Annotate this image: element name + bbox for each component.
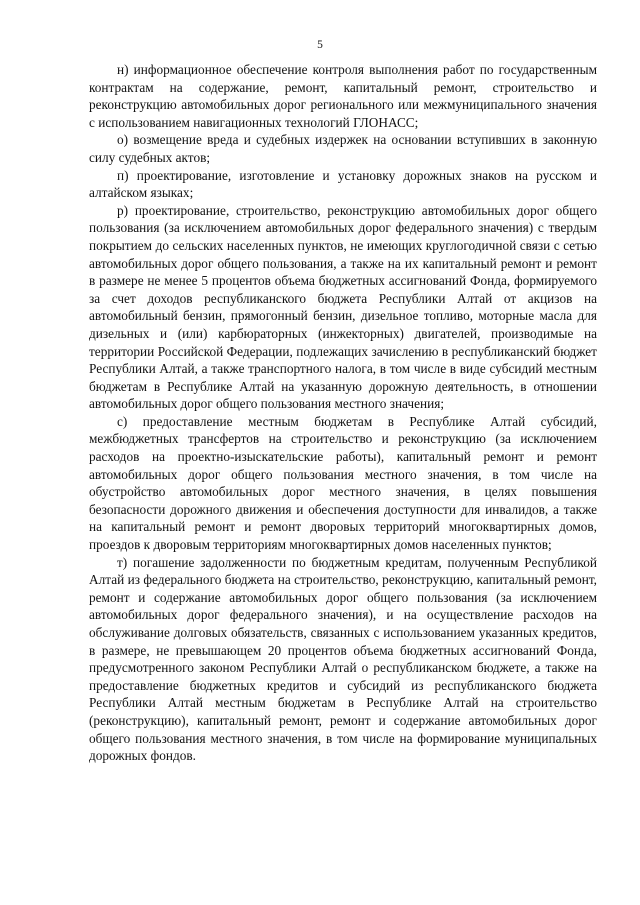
paragraph-t: т) погашение задолженности по бюджетным кредитам, полученным Республикой Алтай из федерального бюджета на строительство, реконструкцию, капитальный ремонт, ремонт и содержание автомобильных дорог общего пользования (за исключением автомобильных дорог федерального значения), и на осуществление расходов на обслуживание долговых обязательств, связанных с использованием указанных кредитов, в размере, не превышающем 20 процентов объема бюджетных ассигнований Фонда, предусмотренного законом Республики Алтай о республиканском бюджете, а также на предоставление бюджетных кредитов и субсидий из республиканского бюджета Республики Алтай местным бюджетам в Республике Алтай на строительство (реконструкцию), капитальный ремонт, ремонт и содержание автомобильных дорог общего пользования местного значения, в том числе на формирование муниципальных дорожных фондов.: [89, 554, 597, 764]
paragraph-r: р) проектирование, строительство, реконструкцию автомобильных дорог общего пользования (за исключением автомобильных дорог федерального значения) с твердым покрытием до сельских населенных пунктов, не имеющих круглогодичной связи с сетью автомобильных дорог общего пользования, а также на их капитальный ремонт и ремонт в размере не менее 5 процентов объема бюджетных ассигнований Фонда, формируемого за счет доходов республиканского бюджета Республики Алтай от акцизов на автомобильный бензин, прямогонный бензин, дизельное топливо, моторные масла для дизельных и (или) карбюраторных (инжекторных) двигателей, производимые на территории Российской Федерации, подлежащих зачислению в республиканский бюджет Республики Алтай, а также транспортного налога, в том числе в виде субсидий местным бюджетам в Республике Алтай на указанную дорожную деятельность, в отношении автомобильных дорог общего пользования местного значения;: [89, 202, 597, 412]
page-number: 5: [317, 39, 323, 51]
paragraph-o: о) возмещение вреда и судебных издержек на основании вступивших в законную силу судебных актов;: [89, 132, 597, 165]
body-text: [89, 61, 597, 765]
paragraph-n: н) информационное обеспечение контроля выполнения работ по государственным контрактам на содержание, ремонт, капитальный ремонт, строительство и реконструкцию автомобильных дорог регионального или межмуниципального значения с использованием навигационных технологий ГЛОНАСС;: [89, 62, 597, 130]
paragraph-p: п) проектирование, изготовление и установку дорожных знаков на русском и алтайском языках;: [89, 167, 597, 201]
paragraph-s: с) предоставление местным бюджетам в Республике Алтай субсидий, межбюджетных трансфертов на строительство и реконструкцию (за исключением расходов на проектно-изыскательские работы), капитальный ремонт и ремонт автомобильных дорог общего пользования местного значения, в том числе на обустройство автомобильных дорог местного значения, в целях повышения безопасности дорожного движения и обеспечения доступности для инвалидов, а также на капитальный ремонт и ремонт дворовых территорий многоквартирных домов, проездов к дворовым территориям многоквартирных домов населенных пунктов;: [89, 413, 597, 553]
